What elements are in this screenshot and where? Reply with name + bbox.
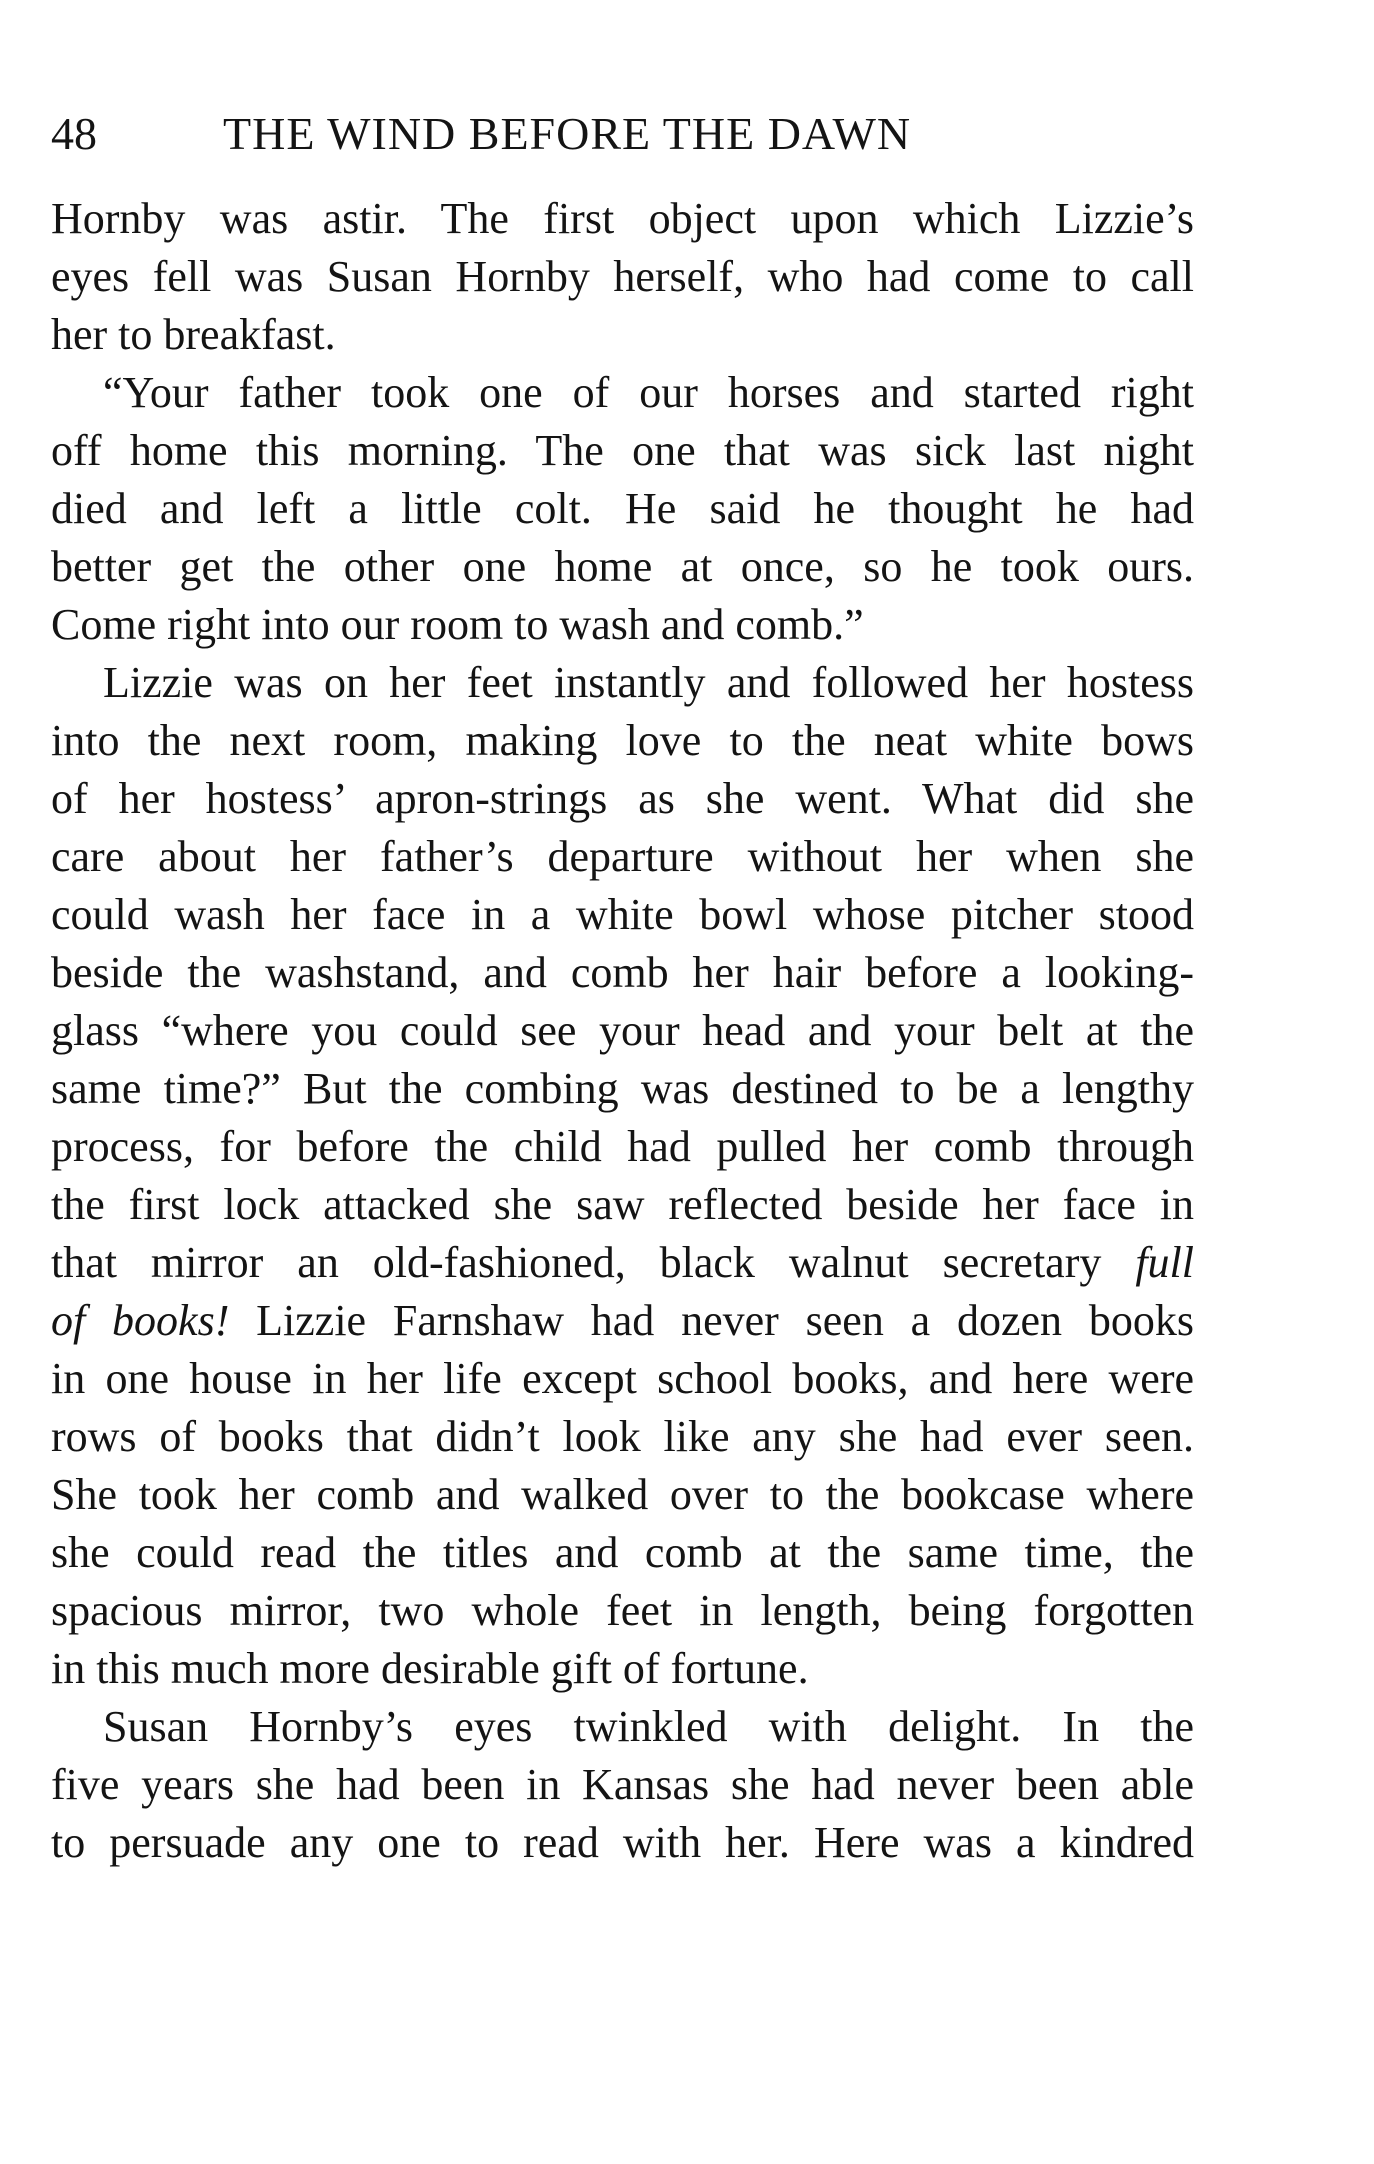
running-title: THE WIND BEFORE THE DAWN: [223, 108, 912, 159]
page-number: 48: [51, 108, 97, 159]
italic-text: of books!: [51, 1296, 230, 1345]
text-line: eyes fell was Susan Hornby herself, who had come to call: [51, 252, 1194, 301]
text-line: Lizzie was on her feet instantly and followed her hostess: [103, 658, 1194, 707]
text-line: in this much more desirable gift of fortune.: [51, 1644, 809, 1693]
text-segment: that mirror an old-fashioned, black walnut secretary: [51, 1238, 1136, 1287]
text-line: better get the other one home at once, so he took ours.: [51, 542, 1194, 591]
text-line: in one house in her life except school books, and here were: [51, 1354, 1194, 1403]
text-line: Susan Hornby’s eyes twinkled with delight. In the: [103, 1702, 1194, 1751]
italic-text: full: [1135, 1238, 1194, 1287]
text-line: She took her comb and walked over to the bookcase where: [51, 1470, 1194, 1519]
text-segment: Lizzie Farnshaw had never seen a dozen books: [229, 1296, 1194, 1345]
paragraph-2: [51, 364, 1194, 654]
paragraph-1: [51, 190, 1194, 364]
text-line: [51, 1234, 1194, 1292]
text-line: to persuade any one to read with her. Here was a kindred: [51, 1818, 1194, 1867]
text-line: five years she had been in Kansas she had never been able: [51, 1760, 1194, 1809]
text-line: of her hostess’ apron-strings as she went. What did she: [51, 774, 1194, 823]
body-text: [51, 190, 1194, 1872]
text-line: same time?” But the combing was destined to be a lengthy: [51, 1064, 1194, 1113]
text-line: beside the washstand, and comb her hair before a looking-: [51, 948, 1194, 997]
text-line: died and left a little colt. He said he thought he had: [51, 484, 1194, 533]
text-line: rows of books that didn’t look like any she had ever seen.: [51, 1412, 1194, 1461]
page-header: [51, 103, 1201, 165]
paragraph-4: [51, 1698, 1194, 1872]
text-line: Hornby was astir. The first object upon which Lizzie’s: [51, 194, 1194, 243]
text-line: Come right into our room to wash and comb.”: [51, 600, 864, 649]
text-line: “Your father took one of our horses and started right: [103, 368, 1194, 417]
text-line: care about her father’s departure without her when she: [51, 832, 1194, 881]
paragraph-3: [51, 654, 1194, 1698]
text-line: could wash her face in a white bowl whose pitcher stood: [51, 890, 1194, 939]
text-line: process, for before the child had pulled her comb through: [51, 1122, 1194, 1171]
text-line: she could read the titles and comb at the same time, the: [51, 1528, 1194, 1577]
text-line: spacious mirror, two whole feet in length, being forgotten: [51, 1586, 1194, 1635]
text-line: her to breakfast.: [51, 310, 336, 359]
text-line: into the next room, making love to the neat white bows: [51, 716, 1194, 765]
text-line: [51, 1292, 1194, 1350]
text-line: off home this morning. The one that was sick last night: [51, 426, 1194, 475]
text-line: the first lock attacked she saw reflected beside her face in: [51, 1180, 1194, 1229]
text-line: glass “where you could see your head and your belt at the: [51, 1006, 1194, 1055]
